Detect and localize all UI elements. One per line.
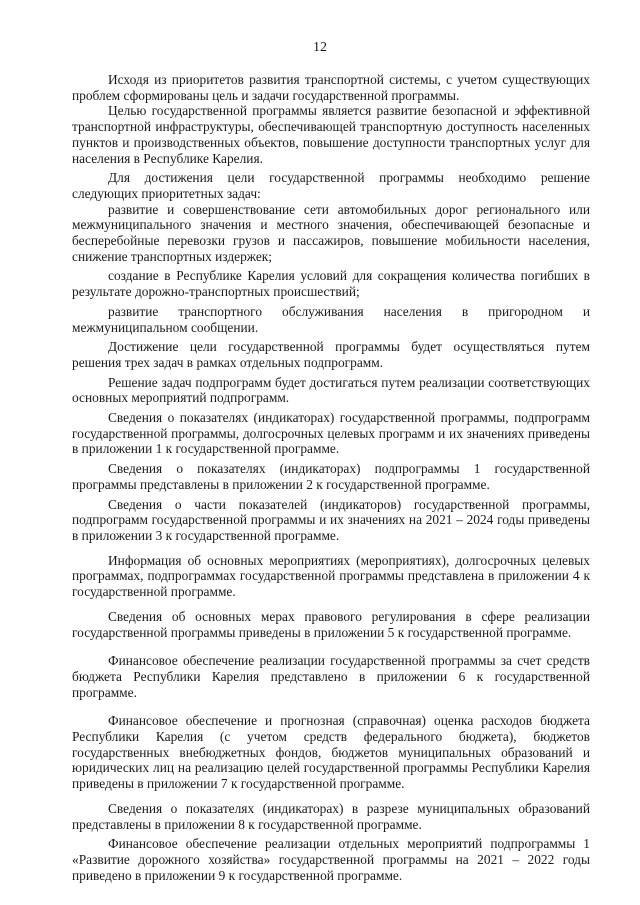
body-paragraph: создание в Республике Карелия условий для сокращения количества погибших в результате дорожно-транспортных происшествий;	[72, 268, 590, 300]
body-paragraph: Сведения об основных мерах правового регулирования в сфере реализации государственной программы приведены в приложении 5 к государственной программе.	[72, 608, 590, 640]
body-paragraph: Сведения о показателях (индикаторах) подпрограммы 1 государственной программы представлены в приложении 2 к государственной программе.	[72, 461, 590, 492]
body-paragraph: Информация об основных мероприятиях (мероприятиях), долгосрочных целевых программах, подпрограммах государственной программы представлена в приложении 4 к государственной программе.	[72, 552, 590, 600]
body-paragraph: Сведения о показателях (индикаторах) в разрезе муниципальных образований представлены в приложении 8 к государственной программе.	[72, 800, 590, 832]
body-paragraph: Решение задач подпрограмм будет достигаться путем реализации соответствующих основных мероприятий подпрограмм.	[72, 374, 590, 406]
body-paragraph: Для достижения цели государственной программы необходимо решение следующих приоритетных задач:	[72, 170, 590, 201]
body-paragraph: развитие транспортного обслуживания населения в пригородном и межмуниципальном сообщении.	[72, 303, 590, 335]
body-paragraph: Исходя из приоритетов развития транспортной системы, с учетом существующих проблем сформированы цель и задачи государственной программы.	[72, 72, 590, 103]
document-body	[72, 72, 590, 883]
body-paragraph: Достижение цели государственной программы будет осуществляться путем решения трех задач в рамках отдельных подпрограмм.	[72, 339, 590, 370]
body-paragraph: развитие и совершенствование сети автомобильных дорог регионального или межмуниципального значения и местного значения, обеспечивающей безопасные и бесперебойные перевозки грузов и пассажиров, повышение мобильности населения, снижение транспортных издержек;	[72, 201, 590, 264]
body-paragraph: Целью государственной программы является развитие безопасной и эффективной транспортной инфраструктуры, обеспечивающей транспортную доступность населенных пунктов и производственных объектов, повышение доступности транспортных услуг для населения в Республике Карелия.	[72, 103, 590, 166]
body-paragraph: Финансовое обеспечение реализации отдельных мероприятий подпрограммы 1 «Развитие дорожного хозяйства» государственной программы на 2021 – 2022 годы приведено в приложении 9 к государственной программе.	[72, 836, 590, 883]
body-paragraph: Сведения о показателях (индикаторах) государственной программы, подпрограмм государственной программы, долгосрочных целевых программ и их значениях приведены в приложении 1 к государственной программе.	[72, 410, 590, 457]
body-paragraph: Сведения о части показателей (индикаторов) государственной программы, подпрограмм государственной программы и их значениях на 2021 – 2024 годы приведены в приложении 3 к государственной программе.	[72, 496, 590, 543]
page-number: 12	[313, 40, 327, 55]
body-paragraph: Финансовое обеспечение реализации государственной программы за счет средств бюджета Республики Карелия представлено в приложении 6 к государственной программе.	[72, 653, 590, 700]
body-paragraph: Финансовое обеспечение и прогнозная (справочная) оценка расходов бюджета Республики Карелия (с учетом средств федерального бюджета), бюджетов государственных внебюджетных фондов, бюджетов муниципальных образований и юридических лиц на реализацию целей государственной программы Республики Карелия приведены в приложении 7 к государственной программе.	[72, 713, 590, 792]
